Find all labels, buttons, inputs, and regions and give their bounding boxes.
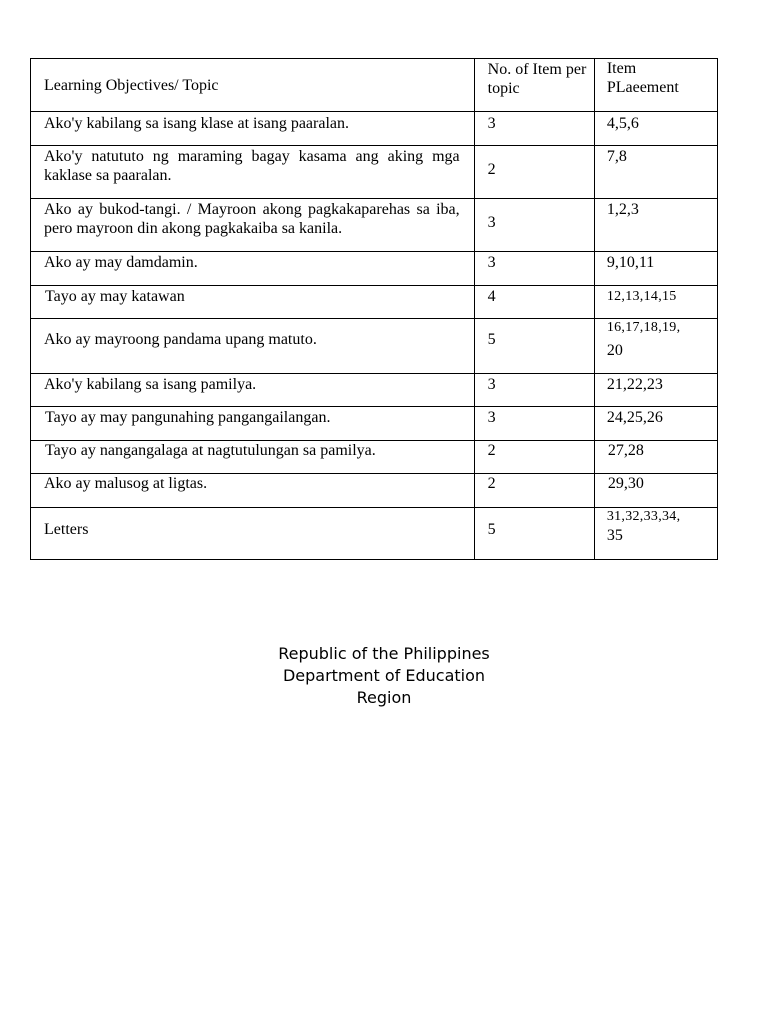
row-topic: Letters	[31, 508, 475, 560]
row-count: 3	[474, 199, 594, 252]
row-placement: 12,13,14,15	[594, 286, 717, 319]
table-row	[31, 146, 718, 199]
table-row	[31, 252, 718, 286]
table-row	[31, 199, 718, 252]
row-placement: 31,32,33,34,	[606, 509, 681, 524]
row-topic: Ako'y kabilang sa isang pamilya.	[31, 374, 475, 407]
table-header-row	[31, 59, 718, 112]
row-topic: Ako'y kabilang sa isang klase at isang paaralan.	[31, 112, 475, 146]
row-topic: Ako ay may damdamin.	[31, 252, 475, 286]
row-count: 5	[474, 319, 594, 374]
row-topic: Ako'y natututo ng maraming bagay kasama ang aking mga kaklase sa paaralan.	[31, 146, 475, 199]
table-row	[31, 441, 718, 474]
table-row	[31, 474, 718, 508]
row-topic: Ako ay malusog at ligtas.	[31, 474, 475, 508]
header-placement: Item PLaeement	[594, 59, 717, 112]
row-placement: 9,10,11	[594, 252, 717, 286]
row-placement-cell	[594, 319, 717, 374]
row-count: 5	[474, 508, 594, 560]
row-topic: Tayo ay nangangalaga at nagtutulungan sa pamilya.	[31, 441, 475, 474]
row-topic: Tayo ay may katawan	[31, 286, 475, 319]
row-count: 2	[474, 474, 594, 508]
table-row	[31, 112, 718, 146]
item-placement-table	[30, 58, 718, 560]
table-row	[31, 407, 718, 441]
row-placement: 24,25,26	[594, 407, 717, 441]
row-placement: 7,8	[594, 146, 717, 199]
row-placement-continued: 35	[606, 527, 623, 544]
table-row	[31, 374, 718, 407]
row-count: 4	[474, 286, 594, 319]
row-placement: 27,28	[594, 441, 717, 474]
row-count: 3	[474, 112, 594, 146]
table-row	[31, 508, 718, 560]
table-row	[31, 319, 718, 374]
row-count: 3	[474, 374, 594, 407]
header-topic: Learning Objectives/ Topic	[31, 59, 475, 112]
row-count: 2	[474, 146, 594, 199]
row-count: 3	[474, 252, 594, 286]
row-topic: Ako ay bukod-tangi. / Mayroon akong pagkakaparehas sa iba, pero mayroon din akong pagkakaiba sa kanila.	[31, 199, 475, 252]
header-count: No. of Item per topic	[474, 59, 594, 112]
row-topic: Tayo ay may pangunahing pangangailangan.	[31, 407, 475, 441]
row-placement: 29,30	[594, 474, 717, 508]
row-placement: 21,22,23	[594, 374, 717, 407]
row-placement: 16,17,18,19,	[606, 320, 681, 335]
row-placement-cell	[594, 508, 717, 560]
letterhead-region: Region	[356, 688, 412, 707]
letterhead-department: Department of Education	[282, 666, 486, 685]
row-placement: 1,2,3	[594, 199, 717, 252]
row-count: 3	[474, 407, 594, 441]
letterhead-country: Republic of the Philippines	[278, 644, 490, 663]
row-placement-continued: 20	[606, 342, 623, 359]
table-row	[31, 286, 718, 319]
row-placement: 4,5,6	[594, 112, 717, 146]
row-count: 2	[474, 441, 594, 474]
letterhead	[0, 643, 768, 709]
row-topic: Ako ay mayroong pandama upang matuto.	[31, 319, 475, 374]
